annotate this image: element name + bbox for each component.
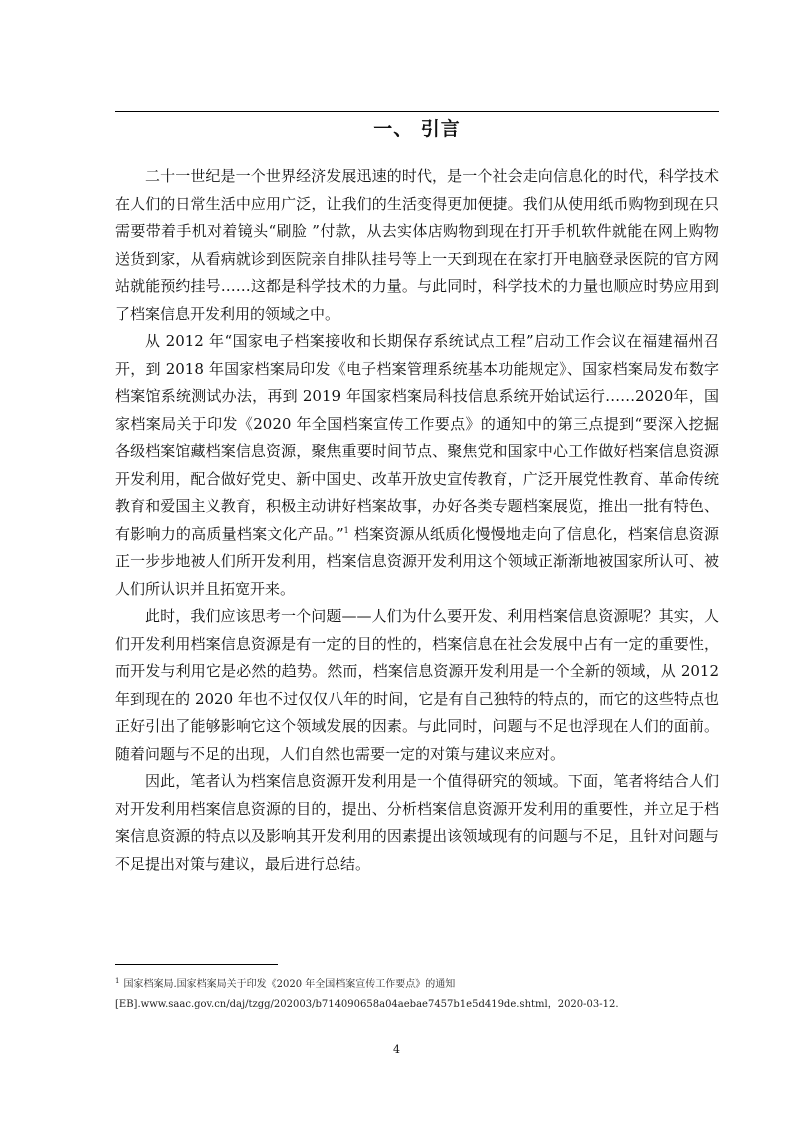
paragraph-text: 从 2012 年“国家电子档案接收和长期保存系统试点工程”启动工作会议在福建福州召开，到 2018 年国家档案局印发《电子档案管理系统基本功能规定》、国家档案局发布数字档案馆系统测试办法，再到 2019 年国家档案局科技信息系统开始试运行……2020年，国家档案局关于印发《2020 年全国档案宣传工作要点》的通知中的第三点提到“要深入挖掘各级档案馆藏档案信息资源，聚焦重要时间节点、聚焦党和国家中心工作做好档案信息资源开发利用，配合做好党史、新中国史、改革开放史宣传教育，广泛开展党性教育、革命传统教育和爱国主义教育，积极主动讲好档案故事，办好各类专题档案展览，推出一批有特色、有影响力的高质量档案文化产品。”	[115, 332, 719, 543]
footnote-reference[interactable]: 1	[343, 525, 349, 535]
body-text	[115, 163, 719, 878]
footnote-rule	[115, 964, 278, 965]
paragraph	[115, 328, 719, 603]
page-number: 4	[393, 1043, 400, 1056]
paragraph: 因此，笔者认为档案信息资源开发利用是一个值得研究的领域。下面，笔者将结合人们对开发利用档案信息资源的目的，提出、分析档案信息资源开发利用的重要性，并立足于档案信息资源的特点以及影响其开发利用的因素提出该领域现有的问题与不足，且针对问题与不足提出对策与建议，最后进行总结。	[115, 772, 719, 873]
footnote	[115, 975, 719, 1015]
paragraph: 此时，我们应该思考一个问题——人们为什么要开发、利用档案信息资源呢？其实，人们开发利用档案信息资源是有一定的目的性的，档案信息在社会发展中占有一定的重要性，而开发与利用它是必然的趋势。然而，档案信息资源开发利用是一个全新的领域，从 2012 年到现在的 2020 年也不过仅仅八年的时间，它是有自己独特的特点的，而它的这些特点也正好引出了能够影响它这个领域发展的因素。与此同时，问题与不足也浮现在人们的面前。随着问题与不足的出现，人们自然也需要一定的对策与建议来应对。	[115, 607, 719, 763]
header-rule	[115, 111, 719, 112]
footnote-text: 国家档案局.国家档案局关于印发《2020 年全国档案宣传工作要点》的通知	[123, 979, 456, 990]
footnote-line	[115, 975, 719, 995]
paragraph: 二十一世纪是一个世界经济发展迅速的时代，是一个社会走向信息化的时代，科学技术在人们的日常生活中应用广泛，让我们的生活变得更加便捷。我们从使用纸币购物到现在只需要带着手机对着镜头“刷脸 ”付款，从去实体店购物到现在打开手机软件就能在网上购物送货到家，从看病就诊到医院亲自排队挂号等上一天到现在在家打开电脑登录医院的官方网站就能预约挂号……这都是科学技术的力量。与此同时，科学技术的力量也顺应时势应用到了档案信息开发利用的领域之中。	[115, 167, 719, 323]
paragraph-text: 档案资源从纸质化慢慢地走向了信息化，档案信息资源正一步步地被人们所开发利用，档案信息资源开发利用这个领域正渐渐地被国家所认可、被人们所认识并且拓宽开来。	[115, 524, 719, 598]
footnote-number: 1	[115, 976, 120, 985]
section-heading: 一、 引言	[373, 118, 461, 140]
footnote-url: [EB].www.saac.gov.cn/daj/tzgg/202003/b714090658a04aebae7457b1e5d419de.shtml，2020-03-12.	[115, 999, 619, 1010]
